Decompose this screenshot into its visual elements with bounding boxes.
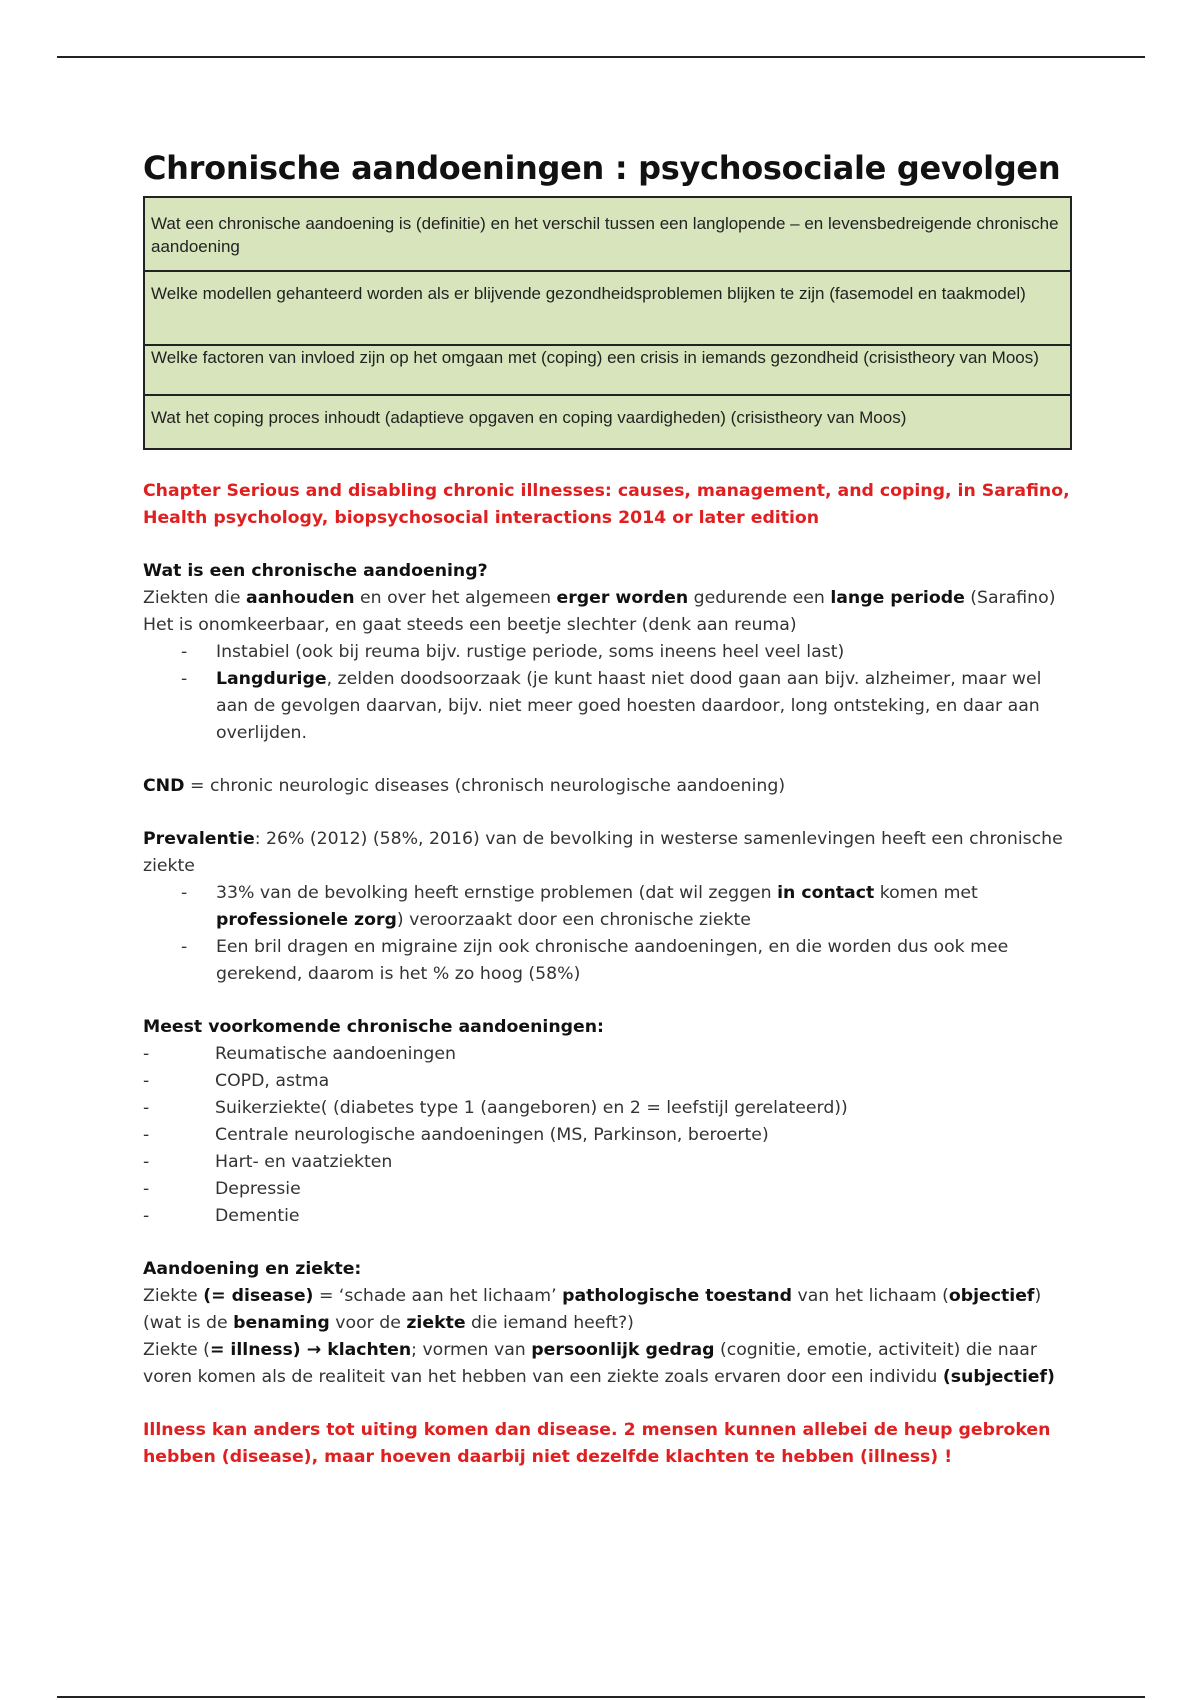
cnd-definition: CND = chronic neurologic diseases (chronisch neurologische aandoening) (143, 776, 786, 796)
reference-citation (143, 478, 1073, 532)
header-rule (57, 56, 1145, 58)
objective-row: Wat een chronische aandoening is (definitie) en het verschil tussen een langlopende – en levensbedreigende chronische aandoening (144, 197, 1071, 271)
objective-row: Wat het coping proces inhoudt (adaptieve opgaven en coping vaardigheden) (crisistheory van Moos) (144, 395, 1071, 449)
list-item: - Dementie (143, 1206, 300, 1226)
list-item: - Hart- en vaatziekten (143, 1152, 393, 1172)
bullet-list (143, 880, 1073, 988)
list-item: - Een bril dragen en migraine zijn ook chronische aandoeningen, en die worden dus ook mee gerekend, daarom is het % zo hoog (58%) (181, 937, 1009, 984)
list-item: - Suikerziekte( (diabetes type 1 (aangeboren) en 2 = leefstijl gerelateerd)) (143, 1098, 848, 1118)
reference-line: Chapter Serious and disabling chronic illnesses: causes, management, and coping, in Sarafino, (143, 481, 1070, 501)
prevalence-paragraph: Prevalentie: 26% (2012) (58%, 2016) van de bevolking in westerse samenlevingen heeft een chronische ziekte (143, 829, 1063, 876)
reference-line: Health psychology, biopsychosocial interactions 2014 or later edition (143, 508, 820, 528)
list-item: - Centrale neurologische aandoeningen (MS, Parkinson, beroerte) (143, 1125, 769, 1145)
bullet-list (143, 639, 1073, 747)
footer-rule (57, 1696, 1145, 1698)
document-body (143, 148, 1073, 1471)
definition-line: Ziekten die aanhouden en over het algemeen erger worden gedurende een lange periode (Sarafino) (143, 588, 1056, 608)
paragraph: Het is onomkeerbaar, en gaat steeds een beetje slechter (denk aan reuma) (143, 615, 797, 635)
learning-objectives-table (143, 196, 1072, 450)
disease-question: (wat is de benaming voor de ziekte die iemand heeft?) (143, 1313, 634, 1333)
conclusion-note (143, 1417, 1073, 1471)
conclusion-line: hebben (disease), maar hoeven daarbij niet dezelfde klachten te hebben (illness) ! (143, 1447, 953, 1467)
objective-row: Welke modellen gehanteerd worden als er blijvende gezondheidsproblemen blijken te zijn (fasemodel en taakmodel) (144, 271, 1071, 345)
list-item: - Instabiel (ook bij reuma bijv. rustige periode, soms ineens heel veel last) (181, 642, 845, 662)
section-heading: Aandoening en ziekte: (143, 1259, 362, 1279)
section-heading: Wat is een chronische aandoening? (143, 561, 488, 581)
list-item: - 33% van de bevolking heeft ernstige problemen (dat wil zeggen in contact komen met professionele zorg) veroorzaakt door een chronische ziekte (181, 883, 978, 930)
conditions-list (143, 1041, 1073, 1230)
list-item: - Langdurige, zelden doodsoorzaak (je kunt haast niet dood gaan aan bijv. alzheimer, maar wel aan de gevolgen daarvan, bijv. niet meer goed hoesten daardoor, long ontsteking, en daar aan overlijden. (181, 669, 1042, 743)
page-title: Chronische aandoeningen : psychosociale gevolgen (143, 149, 1061, 187)
list-item: - COPD, astma (143, 1071, 330, 1091)
disease-definition: Ziekte (= disease) = ‘schade aan het lichaam’ pathologische toestand van het lichaam (objectief) (143, 1286, 1042, 1306)
section-heading: Meest voorkomende chronische aandoeningen: (143, 1017, 604, 1037)
list-item: - Reumatische aandoeningen (143, 1044, 456, 1064)
objective-row: Welke factoren van invloed zijn op het omgaan met (coping) een crisis in iemands gezondheid (crisistheory van Moos) (144, 345, 1071, 395)
conclusion-line: Illness kan anders tot uiting komen dan disease. 2 mensen kunnen allebei de heup gebroken (143, 1420, 1051, 1440)
illness-definition: Ziekte (= illness) → klachten; vormen van persoonlijk gedrag (cognitie, emotie, activiteit) die naar voren komen als de realiteit van het hebben van een ziekte zoals ervaren door een individu (subjectief) (143, 1340, 1055, 1387)
body-text (143, 478, 1073, 1471)
list-item: - Depressie (143, 1179, 301, 1199)
